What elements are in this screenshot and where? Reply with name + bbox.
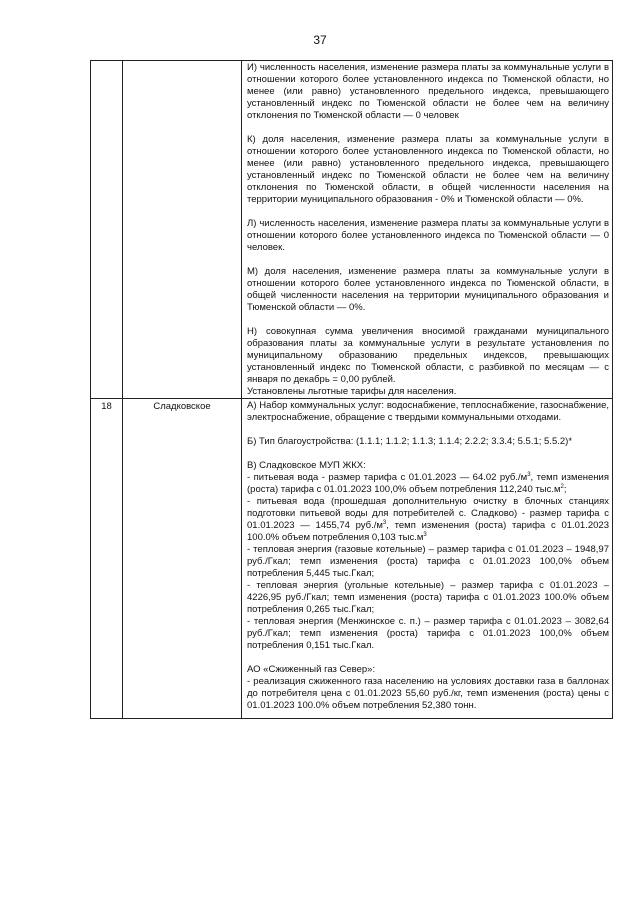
paragraph-n: Н) совокупная сумма увеличения вносимой гражданами муниципального образования платы за коммунальные услуги в результате установления по муниципальному образованию предельных индексов, превышающих установленный индекс по Тюменской области, с разбивкой по месяцам — с января по декабрь = 0,00 рублей.	[247, 326, 609, 385]
paragraph-l: Л) численность населения, изменение размера платы за коммунальные услуги в отношении которого более установленного индекса по Тюменской области — 0 человек.	[247, 218, 609, 253]
description-cell	[242, 61, 613, 399]
row-number-cell	[91, 61, 123, 399]
document-table	[90, 60, 613, 719]
municipality-cell: Сладковское	[123, 399, 242, 719]
page-number: 37	[313, 33, 327, 47]
paragraph-v-heading: В) Сладковское МУП ЖКХ:	[247, 460, 366, 471]
paragraph-v-heat-coal: - тепловая энергия (угольные котельные) – размер тарифа с 01.01.2023 – 4226,95 руб./Гкал; темп изменения (роста) тарифа с 01.01.2023 100.0% объем потребления 0,265 тыс.Гкал;	[247, 580, 609, 615]
row-number-cell: 18	[91, 399, 123, 719]
paragraph-g-lpg: - реализация сжиженного газа населению на условиях доставки газа в баллонах до потребителя цена с 01.01.2023 55,60 руб./кг, темп изменения (роста) цены с 01.01.2023 100.0% объем потребления 52,380 тонн.	[247, 676, 609, 711]
municipality-cell	[123, 61, 242, 399]
table-row	[91, 399, 613, 719]
paragraph-v-heat-gas: - тепловая энергия (газовые котельные) – размер тарифа с 01.01.2023 – 1948,97 руб./Гкал; темп изменения (роста) тарифа с 01.01.2023 100,0% объем потребления 5,445 тыс.Гкал;	[247, 544, 609, 579]
paragraph-v-water: - питьевая вода - размер тарифа с 01.01.2023 — 64.02 $руб./м^3$, темп изменения (роста) тарифа с 01.01.2023 100,0% объем потребления 112,240 $тыс.м^2$;	[247, 471, 610, 495]
paragraph-b: Б) Тип благоустройства: (1.1.1; 1.1.2; 1.1.3; 1.1.4; 2.2.2; 3.3.4; 5.5.1; 5.5.2)*	[247, 436, 573, 447]
paragraph-v-heat-menzhinskoe: - тепловая энергия (Менжинское с. п.) – размер тарифа с 01.01.2023 – 3082,64 руб./Гкал; темп изменения (роста) тарифа с 01.01.2023 100,0% объем потребления 0,151 тыс.Гкал.	[247, 616, 609, 651]
paragraph-a: А) Набор коммунальных услуг: водоснабжение, теплоснабжение, газоснабжение, электроснабжение, обращение с твердыми коммунальными отходами.	[247, 400, 609, 423]
paragraph-i: И) численность населения, изменение размера платы за коммунальные услуги в отношении которого более установленного индекса по Тюменской области, но менее (или равно) установленного предельного индекса, превышающего установленный индекс по Тюменской области не более чем на величину отклонения по Тюменской области — 0 человек	[247, 62, 609, 121]
paragraph-benefit-tariffs: Установлены льготные тарифы для населения.	[247, 386, 457, 397]
description-cell	[242, 399, 613, 719]
paragraph-v-purified-water: - питьевая вода (прошедшая дополнительную очистку в блочных станциях подготовки питьевой воды для потребителей с. Сладково) - размер тарифа с 01.01.2023 — 1455,74 $руб./м^3$, темп изменения (роста) тарифа с 01.01.2023 100.0% объем потребления 0,103 $тыс.м^3$	[247, 496, 609, 543]
table-row	[91, 61, 613, 399]
paragraph-k: К) доля населения, изменение размера платы за коммунальные услуги в отношении которого более установленного индекса по Тюменской области, но менее (или равно) установленного предельного индекса, превышающего установленный индекс по Тюменской области не более чем на величину отклонения по Тюменской области, в общей численности населения на территории муниципального образования - 0% и Тюменской области — 0%.	[247, 134, 609, 205]
paragraph-g-heading: АО «Сжиженный газ Север»:	[247, 664, 376, 675]
paragraph-m: М) доля населения, изменение размера платы за коммунальные услуги в отношении которого более установленного индекса по Тюменской области, в общей численности населения на территории муниципального образования и Тюменской области — 0%.	[247, 266, 609, 313]
